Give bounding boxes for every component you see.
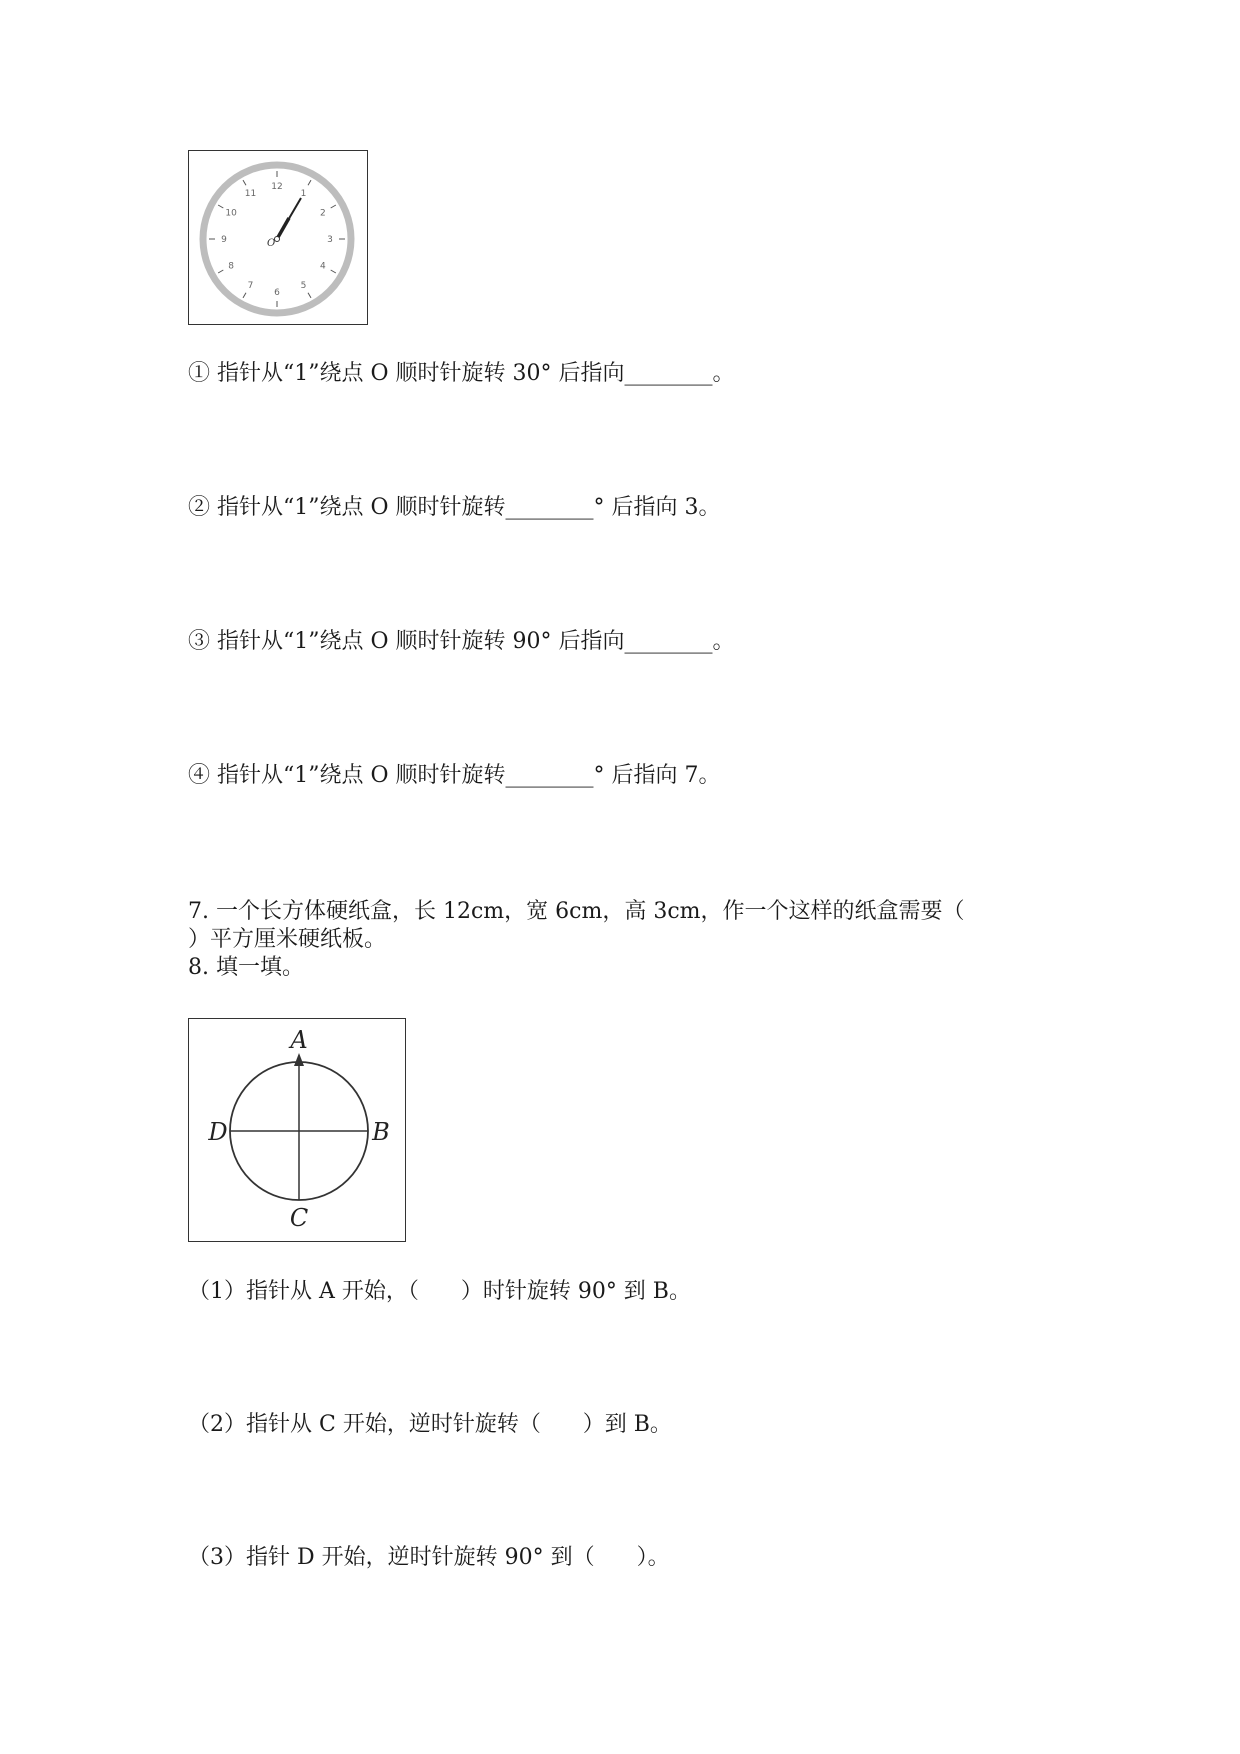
clock-tick [308,293,311,298]
clock-number: 4 [320,261,326,272]
clock-tick [243,293,246,298]
clock-number: 5 [300,280,307,291]
clock-tick [218,205,223,208]
clock-center [275,237,280,242]
clock-number: 8 [228,261,234,272]
clock-number: 6 [274,288,280,298]
clock-number: 9 [221,235,227,245]
q8-title: 8. 填一填。 [188,955,304,980]
clock-tick [331,270,336,273]
label-d: D [208,1118,228,1146]
clock-diagram [189,151,366,323]
q7-line-2: ）平方厘米硬纸板。 [188,927,387,952]
label-a: A [290,1026,308,1054]
compass-figure [188,1018,406,1242]
q6-item-1: ① 指针从“1”绕点 O 顺时针旋转 30° 后指向________。 [188,361,735,386]
label-c: C [289,1204,309,1232]
clock-hour-hand [277,218,289,239]
compass-diagram [189,1019,404,1240]
q6-item-4: ④ 指针从“1”绕点 O 顺时针旋转________° 后指向 7。 [188,763,721,788]
clock-number: 2 [320,208,326,219]
clock-number: 3 [327,235,333,245]
clock-center-label: O [267,238,276,249]
label-b: B [372,1118,390,1146]
q8-item-1: （1）指针从 A 开始，（ ）时针旋转 90° 到 B。 [188,1279,691,1304]
q8-item-2: （2）指针从 C 开始，逆时针旋转（ ）到 B。 [188,1412,672,1437]
q7-line-1: 7. 一个长方体硬纸盒，长 12cm，宽 6cm，高 3cm，作一个这样的纸盒需要（ [188,899,965,924]
clock-tick [218,270,223,273]
clock-number: 1 [300,189,307,200]
q6-item-2: ② 指针从“1”绕点 O 顺时针旋转________° 后指向 3。 [188,495,721,520]
clock-number: 12 [271,182,283,192]
q8-item-3: （3）指针 D 开始，逆时针旋转 90° 到（ ）。 [188,1545,670,1570]
pointer-arrowhead [294,1053,304,1066]
clock-number: 10 [225,208,237,219]
clock-number: 7 [247,280,254,291]
clock-tick [308,180,311,185]
q6-item-3: ③ 指针从“1”绕点 O 顺时针旋转 90° 后指向________。 [188,629,735,654]
clock-tick [331,205,336,208]
clock-tick [243,180,246,185]
clock-number: 11 [244,189,257,200]
clock-figure [188,150,368,325]
